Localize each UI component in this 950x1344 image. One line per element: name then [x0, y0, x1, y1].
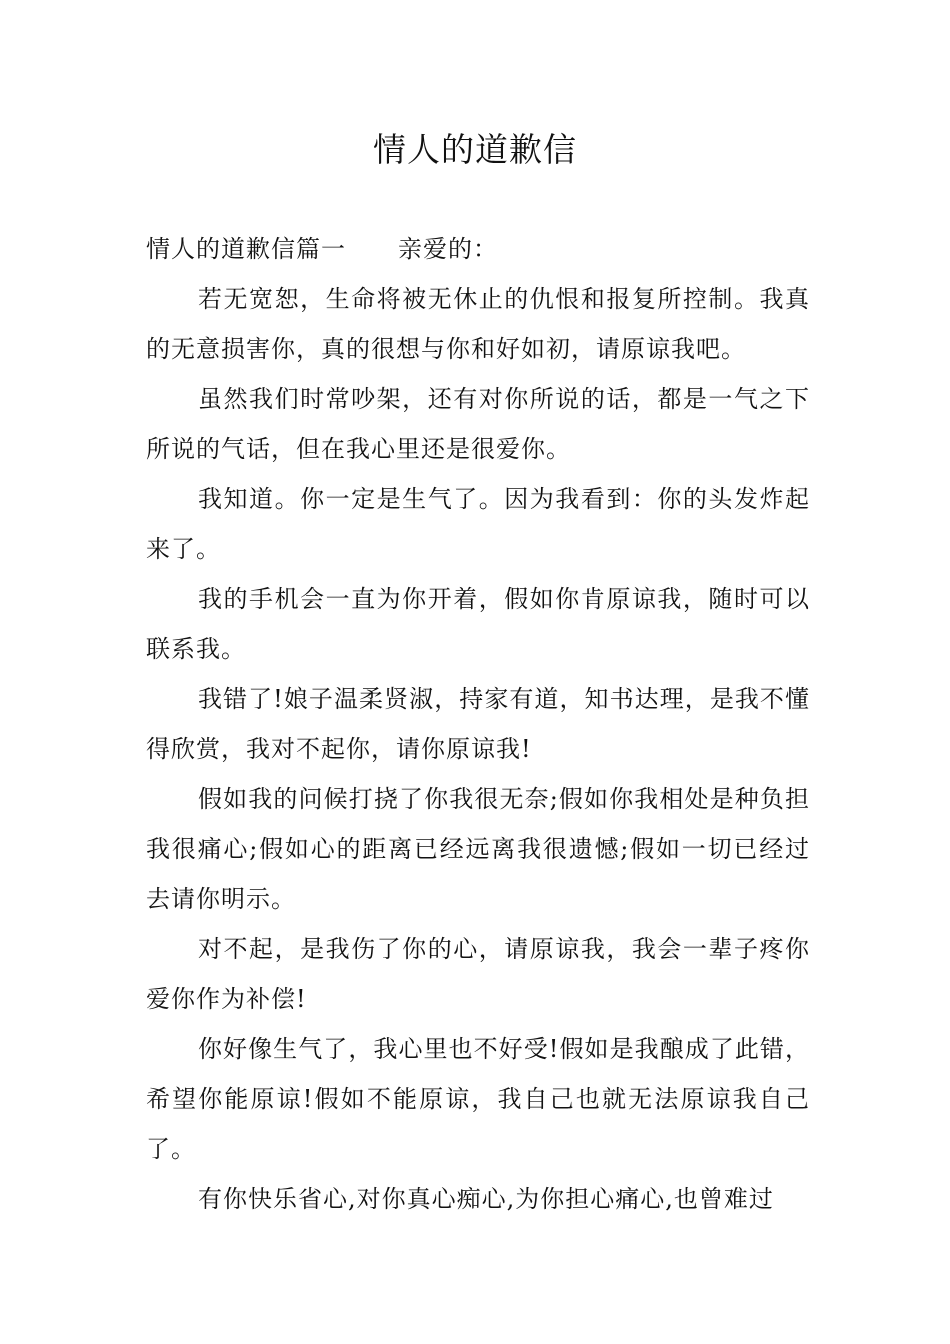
document-body	[146, 224, 810, 1224]
paragraph: 假如我的问候打挠了你我很无奈;假如你我相处是种负担我很痛心;假如心的距离已经远离我很遗憾;假如一切已经过去请你明示。	[146, 785, 810, 913]
heading-line	[146, 224, 810, 274]
section-heading: 情人的道歉信篇一	[146, 235, 346, 263]
paragraph: 虽然我们时常吵架，还有对你所说的话，都是一气之下所说的气话，但在我心里还是很爱你。	[146, 385, 810, 463]
document-title: 情人的道歉信	[373, 130, 577, 169]
paragraph: 有你快乐省心,对你真心痴心,为你担心痛心,也曾难过	[198, 1185, 774, 1213]
paragraph: 我错了!娘子温柔贤淑，持家有道，知书达理，是我不懂得欣赏，我对不起你，请你原谅我!	[146, 685, 810, 763]
paragraph: 对不起，是我伤了你的心，请原谅我，我会一辈子疼你爱你作为补偿!	[146, 935, 810, 1013]
paragraph: 若无宽恕，生命将被无休止的仇恨和报复所控制。我真的无意损害你，真的很想与你和好如初，请原谅我吧。	[146, 285, 810, 363]
paragraph: 我知道。你一定是生气了。因为我看到：你的头发炸起来了。	[146, 485, 810, 563]
salutation: 亲爱的：	[398, 235, 498, 263]
paragraph: 我的手机会一直为你开着，假如你肯原谅我，随时可以联系我。	[146, 585, 810, 663]
paragraph: 你好像生气了，我心里也不好受!假如是我酿成了此错，希望你能原谅!假如不能原谅，我自己也就无法原谅我自己了。	[146, 1035, 810, 1163]
